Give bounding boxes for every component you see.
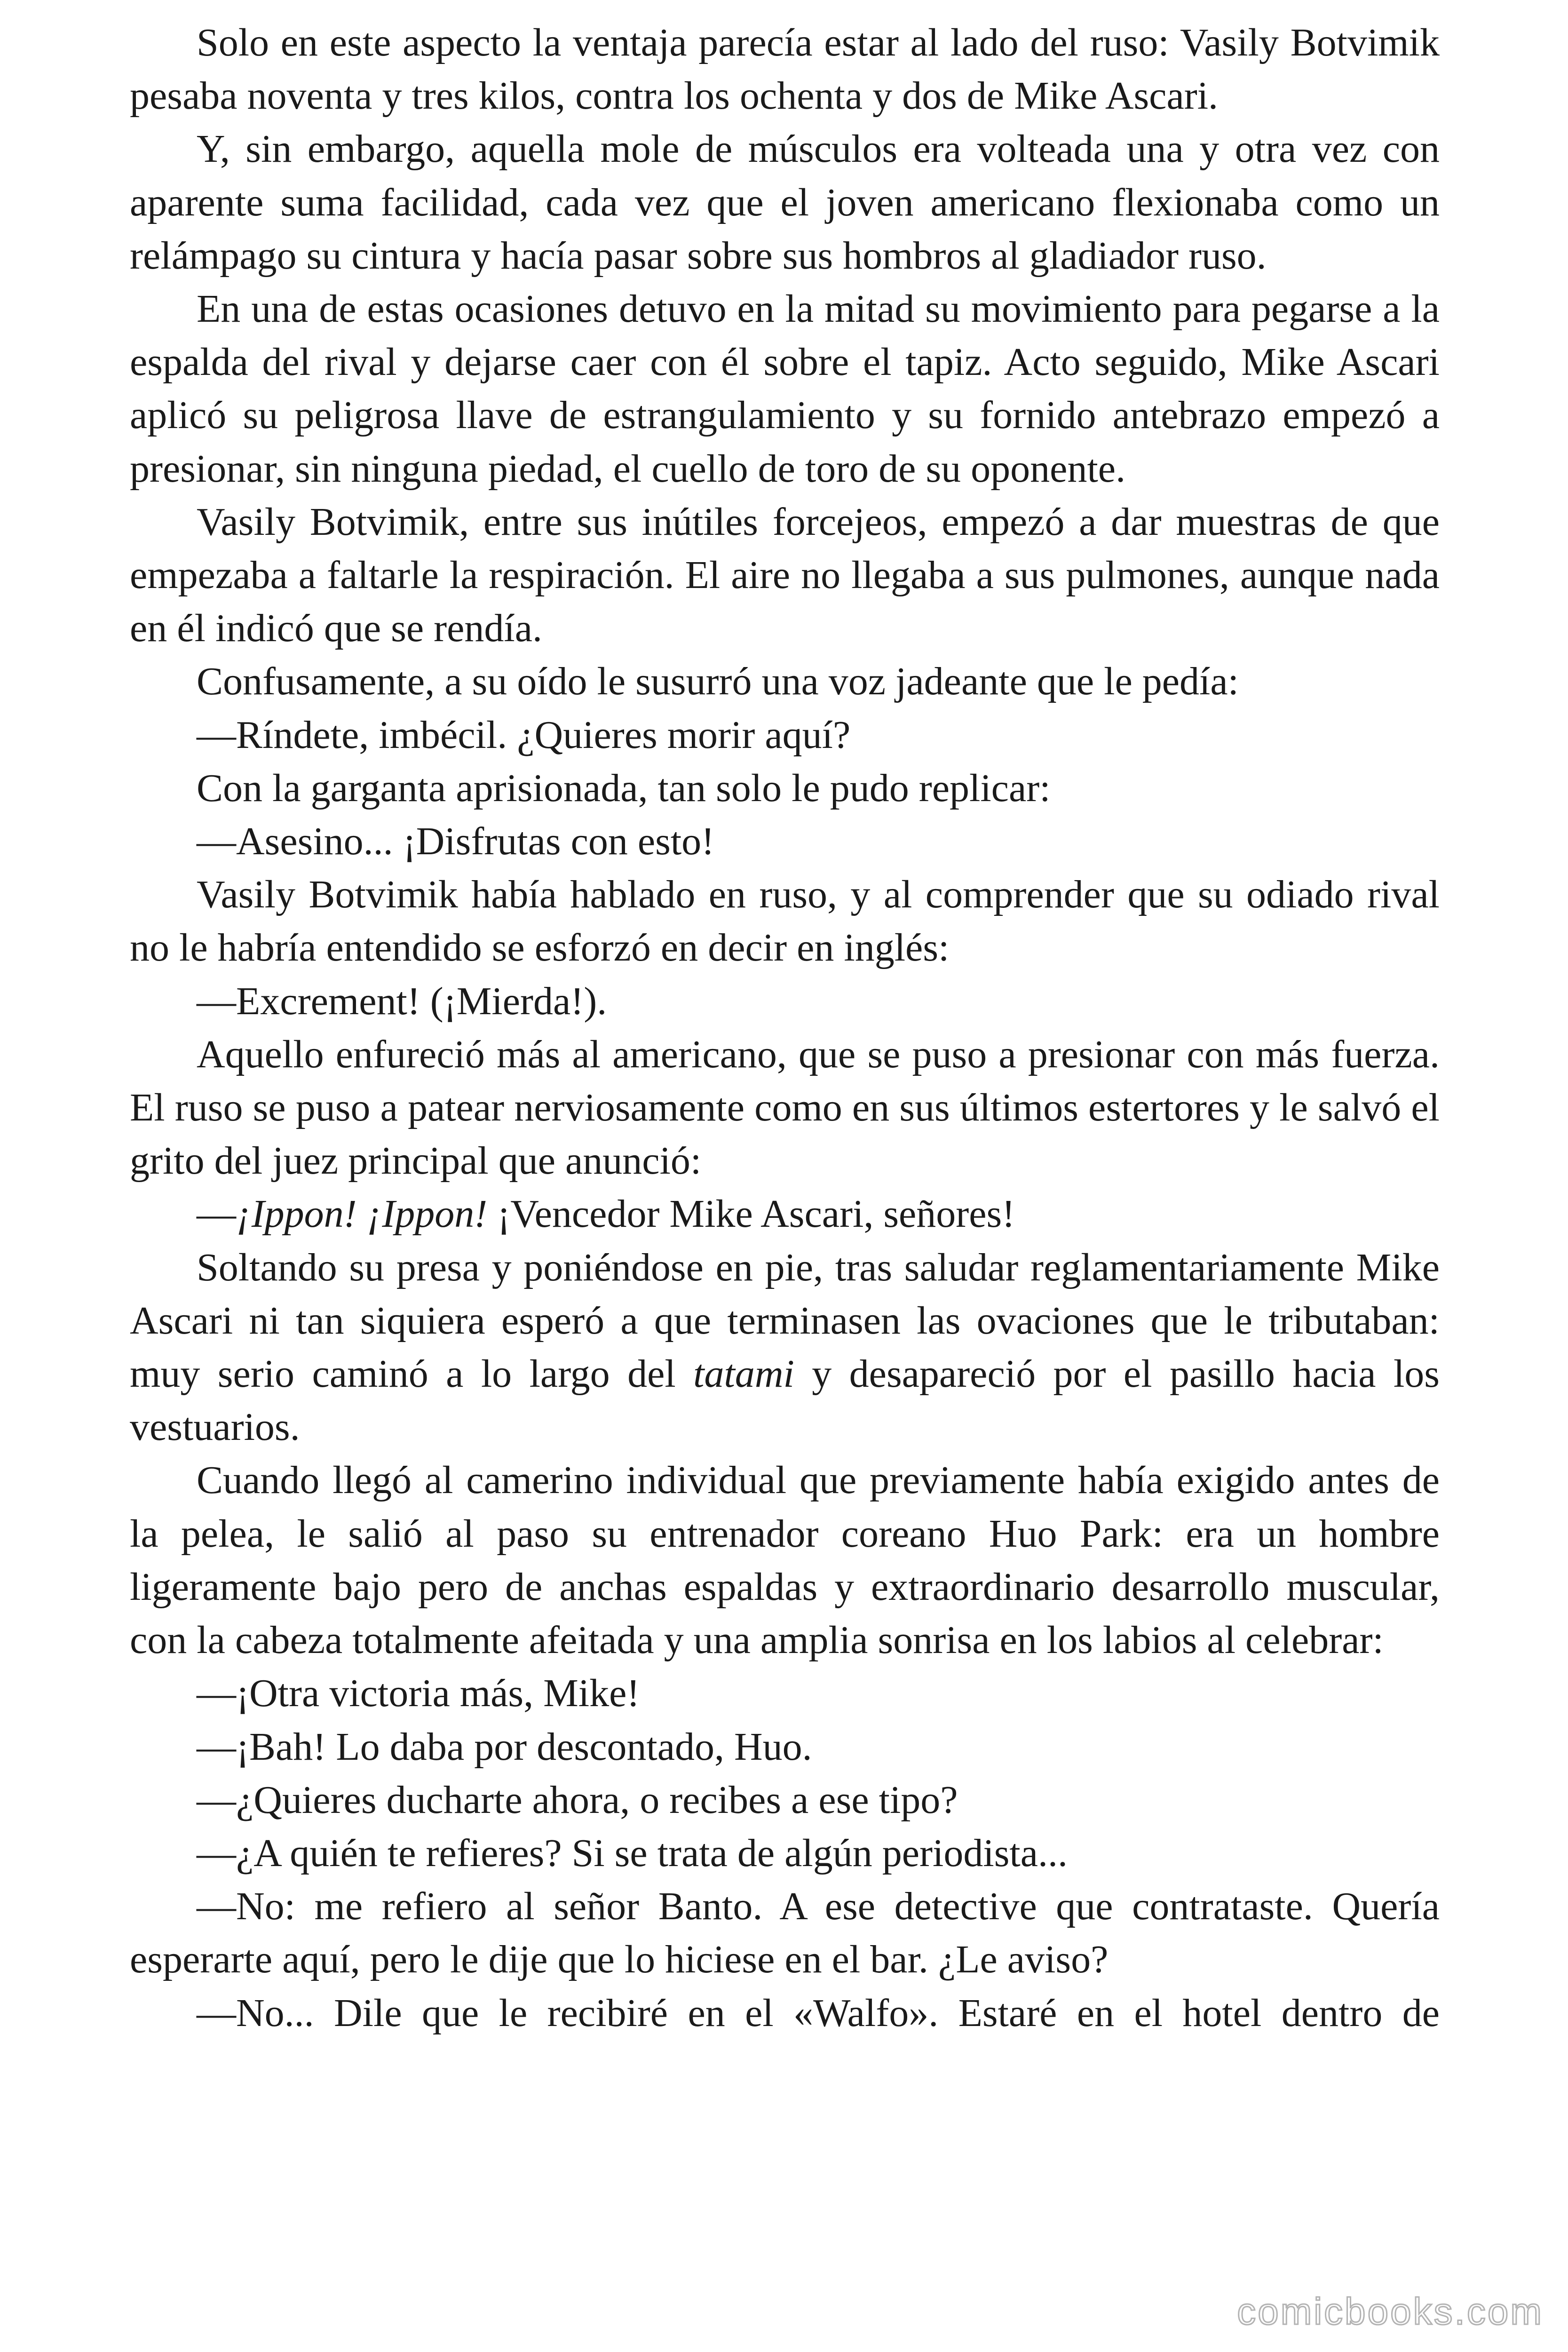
watermark: comicbooks.com — [1237, 2290, 1544, 2332]
paragraph — [130, 282, 1440, 495]
text-run: y desapareció por el pasillo hacia los vestuarios. — [130, 1352, 1440, 1449]
text-run: —Asesino... ¡Disfrutas con esto! — [197, 819, 715, 864]
paragraph — [130, 1028, 1440, 1188]
paragraph — [130, 1187, 1440, 1240]
paragraph — [130, 655, 1440, 708]
text-run: —No: me refiero al señor Banto. A ese detective que contrataste. Quería esperarte aquí, pero le dije que lo hiciese en el bar. ¿Le aviso? — [130, 1884, 1440, 1982]
paragraph — [130, 1773, 1440, 1827]
paragraph — [130, 1880, 1440, 1986]
paragraph — [130, 1241, 1440, 1454]
text-run: Soltando su presa y poniéndose en pie, tras saludar reglamentariamente Mike Ascari ni tan siquiera esperó a que terminasen las ovaciones que le tributaban: muy serio caminó a lo largo del — [130, 1245, 1440, 1396]
text-run: Vasily Botvimik, entre sus inútiles forcejeos, empezó a dar muestras de que empezaba a faltarle la respiración. El aire no llegaba a sus pulmones, aunque nada en él indicó que se rendía. — [130, 500, 1440, 651]
text-run: Solo en este aspecto la ventaja parecía estar al lado del ruso: Vasily Botvimik pesaba noventa y tres kilos, contra los ochenta y dos de Mike Ascari. — [130, 21, 1440, 118]
italic-text: ¡Ippon! ¡Ippon! — [236, 1192, 488, 1236]
paragraph — [130, 1986, 1440, 2040]
paragraph — [130, 1827, 1440, 1880]
text-run: —¿A quién te refieres? Si se trata de algún periodista... — [197, 1831, 1068, 1875]
text-run: —¡Bah! Lo daba por descontado, Huo. — [197, 1724, 812, 1769]
text-run: —Excrement! (¡Mierda!). — [197, 979, 607, 1023]
text-run: Cuando llegó al camerino individual que previamente había exigido antes de la pelea, le salió al paso su entrenador coreano Huo Park: era un hombre ligeramente bajo pero de anchas espaldas y extraordinario desarrollo muscular, con la cabeza totalmente afeitada y una amplia sonrisa en los labios al celebrar: — [130, 1458, 1440, 1662]
paragraph — [130, 868, 1440, 974]
paragraph — [130, 495, 1440, 655]
text-run: —¿Quieres ducharte ahora, o recibes a ese tipo? — [197, 1778, 958, 1822]
paragraph — [130, 1454, 1440, 1667]
text-run: Y, sin embargo, aquella mole de músculos era volteada una y otra vez con aparente suma facilidad, cada vez que el joven americano flexionaba como un relámpago su cintura y hacía pasar sobre sus hombros al gladiador ruso. — [130, 127, 1440, 278]
text-run: Con la garganta aprisionada, tan solo le pudo replicar: — [197, 766, 1051, 810]
paragraph — [130, 16, 1440, 122]
text-run: —No... Dile que le recibiré en el «Walfo». Estaré en el hotel dentro de — [197, 1991, 1440, 2035]
paragraph — [130, 975, 1440, 1028]
text-run: Aquello enfureció más al americano, que se puso a presionar con más fuerza. El ruso se puso a patear nerviosamente como en sus últimos estertores y le salvó el grito del juez principal que anunció: — [130, 1032, 1440, 1183]
italic-text: tatami — [693, 1352, 794, 1396]
text-run: ¡Vencedor Mike Ascari, señores! — [487, 1192, 1015, 1236]
text-run: —Ríndete, imbécil. ¿Quieres morir aquí? — [197, 713, 851, 757]
text-run: Confusamente, a su oído le susurró una voz jadeante que le pedía: — [197, 660, 1239, 704]
paragraph — [130, 815, 1440, 868]
paragraph — [130, 1667, 1440, 1720]
text-run: Vasily Botvimik había hablado en ruso, y al comprender que su odiado rival no le habría entendido se esforzó en decir en inglés: — [130, 873, 1440, 970]
page-text — [130, 16, 1440, 2040]
paragraph — [130, 122, 1440, 282]
text-run: — — [197, 1192, 236, 1236]
text-run: En una de estas ocasiones detuvo en la mitad su movimiento para pegarse a la espalda del rival y dejarse caer con él sobre el tapiz. Acto seguido, Mike Ascari aplicó su peligrosa llave de estrangulamiento y su fornido antebrazo empezó a presionar, sin ninguna piedad, el cuello de toro de su oponente. — [130, 287, 1440, 491]
paragraph — [130, 1720, 1440, 1773]
paragraph — [130, 708, 1440, 762]
paragraph — [130, 762, 1440, 815]
text-run: —¡Otra victoria más, Mike! — [197, 1671, 640, 1716]
